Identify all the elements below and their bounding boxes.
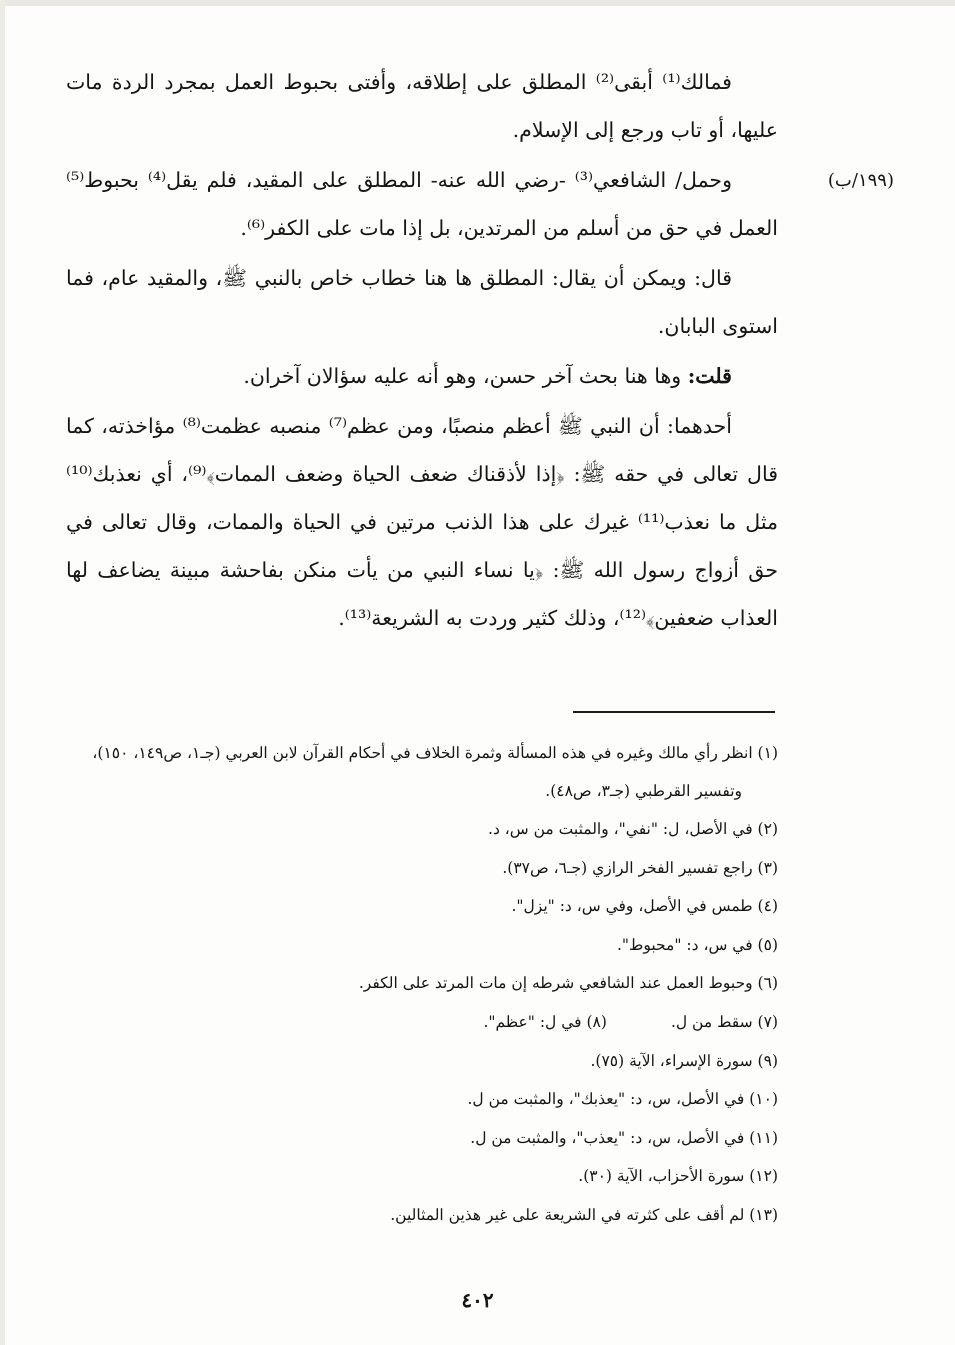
footnote-2: (٢) في الأصل، ل: "نفي"، والمثبت من س، د. — [488, 820, 778, 838]
footnote-7: (٧) سقط من ل. — [670, 1012, 778, 1031]
footnote-3: (٣) راجع تفسير الفخر الرازي (جـ٦، ص٣٧). — [502, 858, 778, 877]
qult-label: قلت: — [687, 364, 732, 388]
footnote-separator — [573, 711, 775, 713]
footnote-4: (٤) طمس في الأصل، وفي س، د: "يزل". — [511, 897, 778, 916]
folio-margin-note: (١٩٩/ب) — [827, 170, 894, 191]
footnote-7-8 — [60, 1003, 778, 1042]
paragraph-3: قال: ويمكن أن يقال: المطلق ها هنا خطاب خاص بالنبي ﷺ، والمقيد عام، فما استوى البابان. — [66, 266, 778, 338]
paragraph-2: وحمل/ الشافعي⁽³⁾ -رضي الله عنه- المطلق على المقيد، فلم يقل⁽⁴⁾ بحبوط⁽⁵⁾ العمل في حق من أسلم من المرتدين، بل إذا مات على الكفر⁽⁶⁾. — [66, 168, 778, 240]
footnote-8: (٨) في ل: "عظم". — [483, 1012, 607, 1031]
footnote-6: (٦) وحبوط العمل عند الشافعي شرطه إن مات المرتد على الكفر. — [358, 974, 778, 993]
paragraph-4-text: وها هنا بحث آخر حسن، وهو أنه عليه سؤالان آخران. — [243, 364, 682, 388]
footnote-11: (١١) في الأصل، س، د: "يعذب"، والمثبت من ل. — [470, 1128, 778, 1147]
paragraph-1: فمالك⁽¹⁾ أبقى⁽²⁾ المطلق على إطلاقه، وأفتى بحبوط العمل بمجرد الردة مات عليها، أو تاب ورجع إلى الإسلام. — [66, 70, 778, 142]
paragraph-5: أحدهما: أن النبي ﷺ أعظم منصبًا، ومن عظم⁽⁷⁾ منصبه عظمت⁽⁸⁾ مؤاخذته، كما قال تعالى في حقه ﷺ: ﴿إذا لأذقناك ضعف الحياة وضعف الممات﴾⁽⁹⁾، أي نعذبك⁽¹⁰⁾ مثل ما نعذب⁽¹¹⁾ غيرك على هذا الذنب مرتين في الحياة والممات، وقال تعالى في حق أزواج رسول الله ﷺ: ﴿يا نساء النبي من يأت منكن بفاحشة مبينة يضاعف لها العذاب ضعفين﴾⁽¹²⁾، وذلك كثير وردت به الشريعة⁽¹³⁾. — [66, 414, 778, 630]
page-left-edge — [0, 0, 5, 1345]
page-top-edge — [0, 0, 955, 6]
paragraph-4 — [66, 352, 778, 400]
footnote-5: (٥) في س، د: "محبوط". — [616, 935, 778, 954]
footnotes — [60, 734, 778, 1235]
footnote-9: (٩) سورة الإسراء، الآية (٧٥). — [590, 1051, 778, 1070]
footnote-13: (١٣) لم أقف على كثرته في الشريعة على غير هذين المثالين. — [390, 1205, 778, 1224]
page-number: ٤٠٢ — [461, 1288, 494, 1312]
main-text — [66, 58, 778, 642]
footnote-12: (١٢) سورة الأحزاب، الآية (٣٠). — [578, 1167, 778, 1186]
footnote-10: (١٠) في الأصل، س، د: "يعذبك"، والمثبت من ل. — [467, 1090, 778, 1109]
footnote-1: (١) انظر رأي مالك وغيره في هذه المسألة وثمرة الخلاف في أحكام القرآن لابن العربي (جـ١، ص١٤٩، ١٥٠)، وتفسير القرطبي (جـ٣، ص٤٨). — [92, 744, 778, 800]
